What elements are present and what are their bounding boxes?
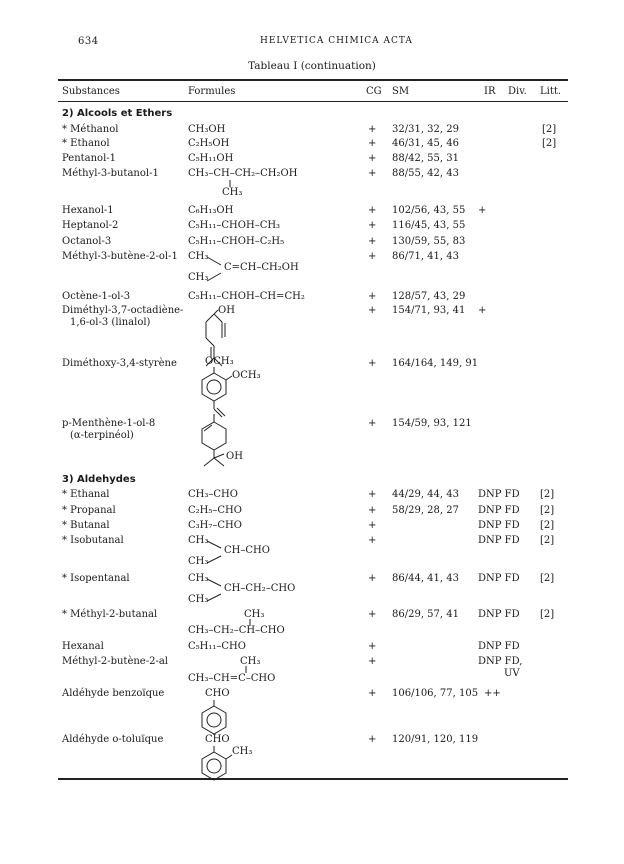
cg-value: + (368, 205, 377, 216)
litt-value: [2] (540, 489, 555, 500)
col-header-cg: CG (366, 86, 382, 97)
litt-value: [2] (540, 573, 555, 584)
litt-value: [2] (540, 520, 555, 531)
substance-name: Méthyl-2-butène-2-al (62, 656, 169, 667)
sm-value: 86/44, 41, 43 (392, 573, 459, 584)
table-bottom-rule (58, 778, 568, 780)
formula-cho: CHO (205, 688, 230, 699)
litt-value: [2] (542, 138, 557, 149)
col-header-substances: Substances (62, 86, 120, 97)
formula-branch-top: CH₃ (188, 573, 209, 584)
substance-name: * Isopentanal (62, 573, 130, 584)
litt-value: [2] (542, 124, 557, 135)
sm-value: 46/31, 45, 46 (392, 138, 459, 149)
formula: C₅H₁₁–CHO (188, 641, 246, 652)
div-value: DNP FD (478, 520, 520, 531)
litt-value: [2] (540, 505, 555, 516)
cg-value: + (368, 124, 377, 135)
div-value: DNP FD (478, 573, 520, 584)
cg-value: + (368, 520, 377, 531)
div-value: DNP FD (478, 641, 520, 652)
sm-value: 102/56, 43, 55 (392, 205, 466, 216)
terpineol-structure-drawing (196, 414, 240, 474)
sm-value: 88/55, 42, 43 (392, 168, 459, 179)
formula: C₃H₇–CHO (188, 520, 242, 531)
cg-value: + (368, 609, 377, 620)
substance-name: * Ethanol (62, 138, 110, 149)
substance-name: Méthyl-3-butanol-1 (62, 168, 159, 179)
sm-value: 128/57, 43, 29 (392, 291, 466, 302)
table-caption: Tableau I (continuation) (248, 60, 376, 72)
table-header-rule (58, 101, 568, 102)
table-top-rule (58, 79, 568, 81)
substance-name: Pentanol-1 (62, 153, 117, 164)
substance-name: Diméthoxy-3,4-styrène (62, 358, 177, 369)
substance-name: Octanol-3 (62, 236, 112, 247)
div-value: DNP FD (478, 489, 520, 500)
formula: CH–CH₂–CHO (224, 583, 296, 594)
formula: C₅H₁₁–CHOH–C₂H₅ (188, 236, 285, 247)
formula-branch-top: CH₃ (244, 609, 265, 620)
ir-value: ++ (484, 688, 501, 699)
cg-value: + (368, 168, 377, 179)
sm-value: 130/59, 55, 83 (392, 236, 466, 247)
formula: CH₃OH (188, 124, 226, 135)
div-value: DNP FD (478, 505, 520, 516)
sm-value: 32/31, 32, 29 (392, 124, 459, 135)
cg-value: + (368, 220, 377, 231)
substance-name-cont: (α-terpinéol) (70, 430, 134, 441)
sm-value: 88/42, 55, 31 (392, 153, 459, 164)
div-value: DNP FD (478, 535, 520, 546)
formula: C₂H₅–CHO (188, 505, 242, 516)
formula: C₂H₅OH (188, 138, 230, 149)
cg-value: + (368, 291, 377, 302)
ir-value: + (478, 205, 487, 216)
cg-value: + (368, 641, 377, 652)
formula-branch-top: CH₃ (188, 535, 209, 546)
substance-name: Méthyl-3-butène-2-ol-1 (62, 251, 178, 262)
sm-value: 58/29, 28, 27 (392, 505, 459, 516)
formula-branch-top: CH₃ (240, 656, 261, 667)
cg-value: + (368, 251, 377, 262)
substance-name: * Ethanal (62, 489, 110, 500)
formula: CH₃–CH₂–CH–CHO (188, 625, 285, 636)
formula: CH₃–CH=C–CHO (188, 673, 276, 684)
col-header-div: Div. (508, 86, 527, 97)
sm-value: 120/91, 120, 119 (392, 734, 479, 745)
col-header-litt: Litt. (540, 86, 562, 97)
formula: C₆H₁₃OH (188, 205, 234, 216)
div-value-cont: UV (504, 668, 520, 679)
formula-oh: OH (226, 451, 243, 462)
cg-value: + (368, 138, 377, 149)
sm-value: 106/106, 77, 105 (392, 688, 479, 699)
substance-name: Octène-1-ol-3 (62, 291, 131, 302)
cg-value: + (368, 153, 377, 164)
litt-value: [2] (540, 535, 555, 546)
page-number: 634 (78, 36, 99, 47)
formula-branch-bottom: CH₃ (188, 594, 209, 605)
formula: C₅H₁₁–CHOH–CH₃ (188, 220, 281, 231)
cg-value: + (368, 505, 377, 516)
sm-value: 116/45, 43, 55 (392, 220, 466, 231)
substance-name: p-Menthène-1-ol-8 (62, 418, 156, 429)
formula-methyl-side: CH₃ (232, 746, 253, 757)
formula: C=CH–CH₂OH (224, 262, 299, 273)
journal-name: HELVETICA CHIMICA ACTA (260, 36, 413, 46)
cg-value: + (368, 656, 377, 667)
div-value: DNP FD, (478, 656, 523, 667)
sm-value: 154/59, 93, 121 (392, 418, 472, 429)
substance-name: * Butanal (62, 520, 110, 531)
substance-name: * Méthyl-2-butanal (62, 609, 158, 620)
substance-name: Hexanol-1 (62, 205, 114, 216)
formula-methoxy-top: OCH₃ (205, 356, 234, 367)
formula: CH–CHO (224, 545, 270, 556)
formula-methoxy-side: OCH₃ (232, 370, 261, 381)
col-header-sm: SM (392, 86, 410, 97)
cg-value: + (368, 688, 377, 699)
formula: CH₃–CHO (188, 489, 238, 500)
sm-value: 164/164, 149, 91 (392, 358, 479, 369)
formula-branch-bottom: CH₃ (188, 556, 209, 567)
substance-name: Diméthyl-3,7-octadiène- (62, 305, 184, 316)
litt-value: [2] (540, 609, 555, 620)
cg-value: + (368, 573, 377, 584)
sm-value: 86/71, 41, 43 (392, 251, 459, 262)
substance-name: Aldéhyde o-toluïque (62, 734, 164, 745)
cg-value: + (368, 358, 377, 369)
formula: C₅H₁₁–CHOH–CH=CH₂ (188, 291, 305, 302)
div-value: DNP FD (478, 609, 520, 620)
substance-name: * Isobutanal (62, 535, 124, 546)
col-header-formules: Formules (188, 86, 236, 97)
sm-value: 44/29, 44, 43 (392, 489, 459, 500)
formula-cho: CHO (205, 734, 230, 745)
cg-value: + (368, 305, 377, 316)
formula-branch-bottom: CH₃ (188, 272, 209, 283)
col-header-ir: IR (484, 86, 496, 97)
sm-value: 86/29, 57, 41 (392, 609, 459, 620)
substance-name-cont: 1,6-ol-3 (linalol) (70, 317, 151, 328)
formula: CH₃–CH–CH₂–CH₂OH (188, 168, 298, 179)
substance-name: * Méthanol (62, 124, 119, 135)
section-title-alcools: 2) Alcools et Ethers (62, 108, 173, 119)
formula-branch: CH₃ (222, 187, 243, 198)
cg-value: + (368, 489, 377, 500)
substance-name: Hexanal (62, 641, 104, 652)
substance-name: Aldéhyde benzoïque (62, 688, 165, 699)
cg-value: + (368, 236, 377, 247)
toluic-aldehyde-structure-drawing (198, 746, 238, 786)
section-title-aldehydes: 3) Aldehydes (62, 474, 136, 485)
formula-oh: OH (218, 305, 235, 316)
ir-value: + (478, 305, 487, 316)
substance-name: Heptanol-2 (62, 220, 119, 231)
formula-branch-top: CH₃ (188, 251, 209, 262)
substance-name: * Propanal (62, 505, 116, 516)
cg-value: + (368, 535, 377, 546)
formula: C₅H₁₁OH (188, 153, 234, 164)
cg-value: + (368, 418, 377, 429)
sm-value: 154/71, 93, 41 (392, 305, 466, 316)
cg-value: + (368, 734, 377, 745)
